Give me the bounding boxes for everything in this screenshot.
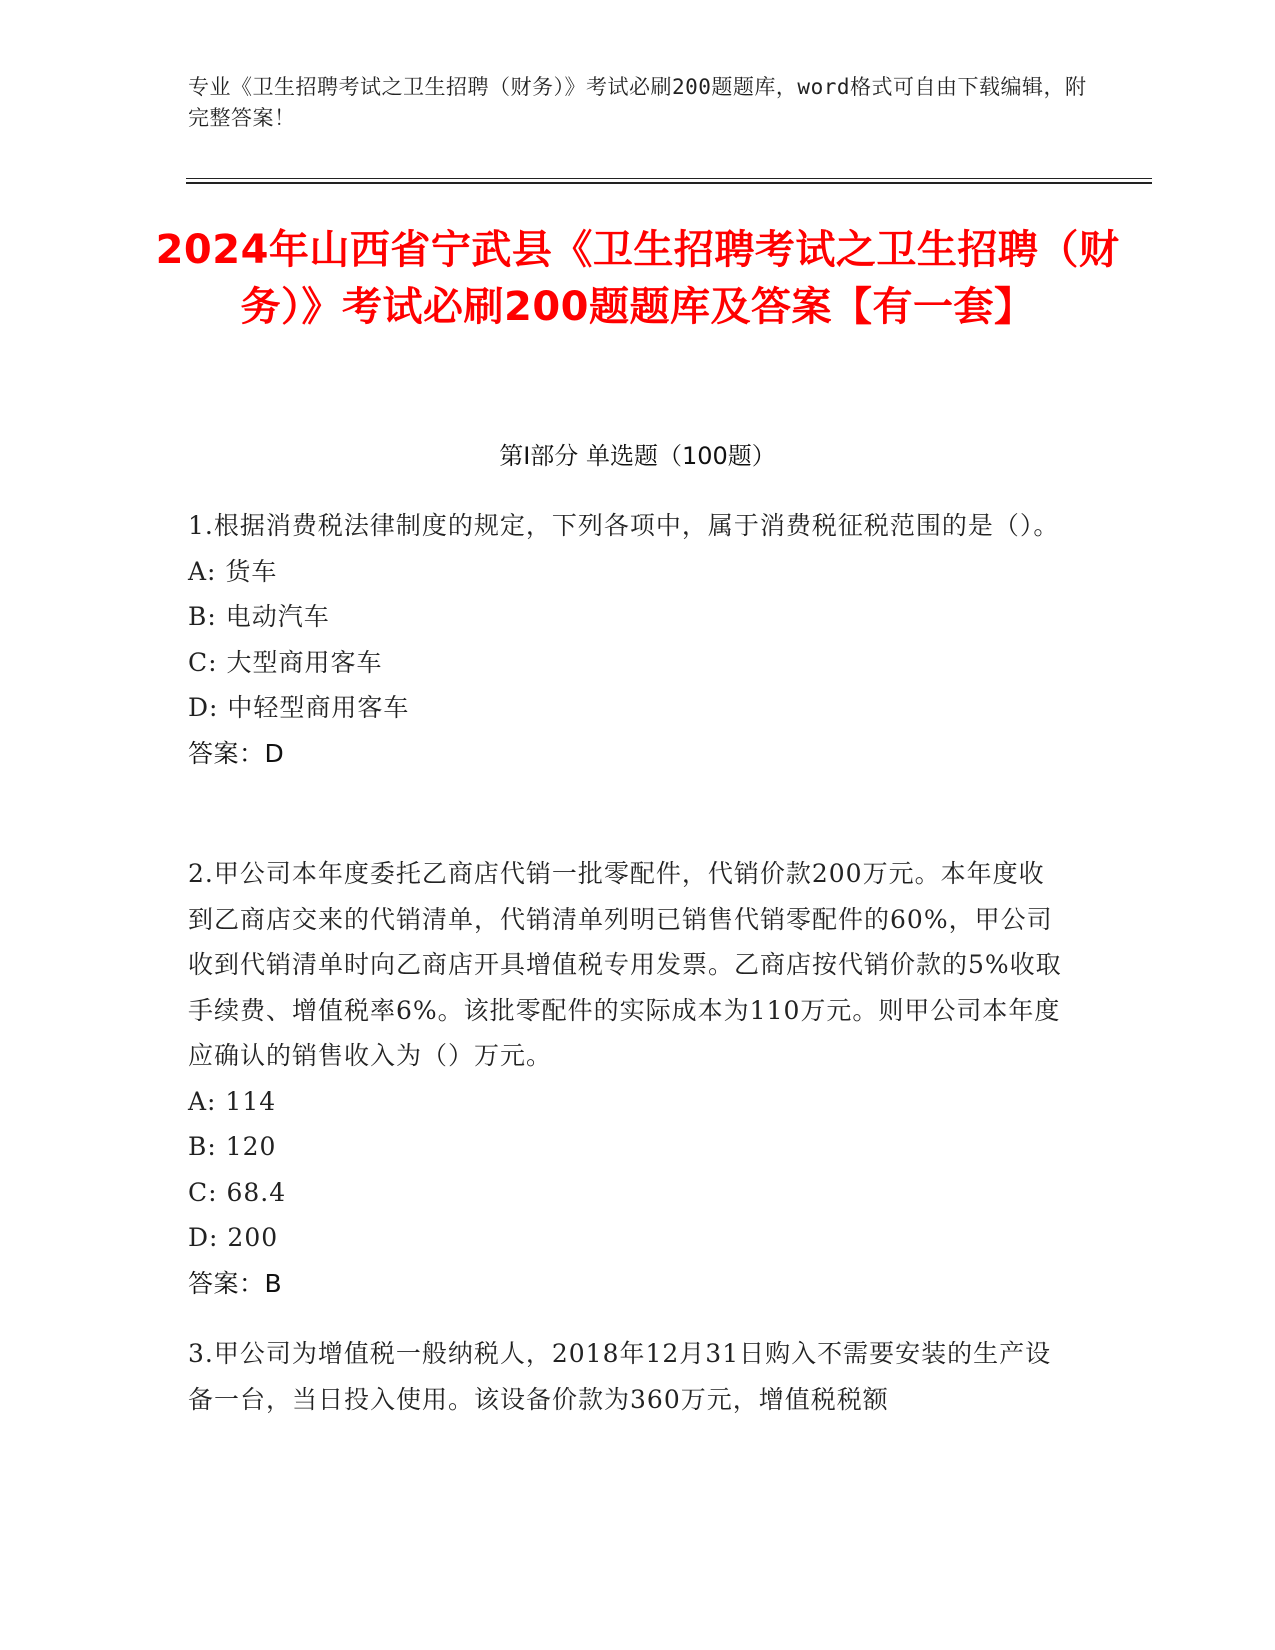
section-heading: 第Ⅰ部分 单选题（100题）: [499, 442, 776, 470]
option-a: A: 114: [188, 1086, 277, 1116]
question-1: [188, 503, 1068, 776]
option-a: A: 货车: [188, 556, 278, 586]
question-text: 2.甲公司本年度委托乙商店代销一批零配件，代销价款200万元。本年度收到乙商店交来的代销清单，代销清单列明已销售代销零配件的60%，甲公司收到代销清单时向乙商店开具增值税专用发票。乙商店按代销价款的5%收取手续费、增值税率6%。该批零配件的实际成本为110万元。则甲公司本年度应确认的销售收入为（）万元。: [188, 859, 1062, 1070]
answer: 答案：D: [188, 738, 285, 768]
option-b: B: 120: [188, 1132, 277, 1161]
header-note: 专业《卫生招聘考试之卫生招聘（财务）》考试必刷200题题库，word格式可自由下载编辑，附完整答案！: [188, 75, 1087, 130]
option-c: C: 68.4: [188, 1177, 287, 1207]
option-d: D: 200: [188, 1223, 279, 1252]
option-d: D: 中轻型商用客车: [188, 693, 410, 722]
question-3: [188, 1331, 1068, 1422]
header-divider-thin: [186, 178, 1152, 179]
header-divider-thick: [186, 182, 1152, 184]
document-title: 2024年山西省宁武县《卫生招聘考试之卫生招聘（财务）》考试必刷200题题库及答案【有一套】: [155, 227, 1120, 330]
answer: 答案：B: [188, 1268, 283, 1298]
option-c: C: 大型商用客车: [188, 647, 383, 677]
question-2: [188, 851, 1068, 1306]
question-text: 1.根据消费税法律制度的规定，下列各项中，属于消费税征税范围的是（）。: [188, 511, 1060, 540]
question-text: 3.甲公司为增值税一般纳税人，2018年12月31日购入不需要安装的生产设备一台，当日投入使用。该设备价款为360万元，增值税税额: [188, 1339, 1052, 1414]
option-b: B: 电动汽车: [188, 602, 330, 631]
